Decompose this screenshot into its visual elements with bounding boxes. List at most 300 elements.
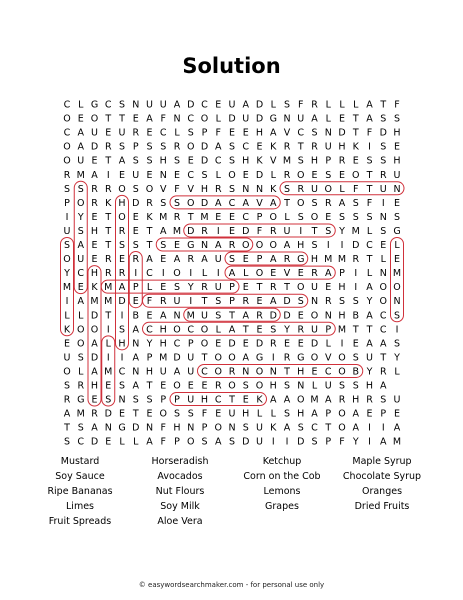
grid-letter[interactable]: L xyxy=(215,324,221,336)
grid-letter[interactable]: O xyxy=(324,183,332,195)
grid-letter[interactable]: A xyxy=(270,254,277,266)
grid-letter[interactable]: D xyxy=(187,225,195,237)
grid-letter[interactable]: L xyxy=(78,99,84,111)
grid-letter[interactable]: A xyxy=(366,113,373,125)
grid-letter[interactable]: G xyxy=(255,352,264,364)
grid-letter[interactable]: E xyxy=(77,282,84,294)
grid-letter[interactable]: P xyxy=(160,394,167,406)
grid-letter[interactable]: D xyxy=(310,338,319,350)
grid-letter[interactable]: A xyxy=(270,127,277,139)
grid-letter[interactable]: L xyxy=(394,240,400,251)
grid-letter[interactable]: P xyxy=(256,211,263,223)
grid-letter[interactable]: B xyxy=(352,366,360,378)
grid-letter[interactable]: C xyxy=(297,127,305,139)
grid-letter[interactable]: O xyxy=(63,113,71,125)
grid-letter[interactable]: V xyxy=(160,183,167,195)
grid-letter[interactable]: P xyxy=(201,127,208,139)
grid-letter[interactable]: U xyxy=(187,352,195,364)
grid-letter[interactable]: T xyxy=(325,422,332,434)
grid-letter[interactable]: S xyxy=(242,380,249,392)
grid-letter[interactable]: F xyxy=(366,197,373,209)
grid-letter[interactable]: I xyxy=(340,240,344,251)
grid-letter[interactable]: A xyxy=(242,99,249,111)
grid-letter[interactable]: H xyxy=(118,338,126,350)
grid-letter[interactable]: F xyxy=(339,436,345,448)
grid-letter[interactable]: T xyxy=(105,225,112,237)
grid-letter[interactable]: T xyxy=(146,240,153,251)
grid-letter[interactable]: I xyxy=(189,268,193,280)
grid-letter[interactable]: E xyxy=(187,155,194,167)
grid-letter[interactable]: O xyxy=(297,169,305,181)
grid-letter[interactable]: O xyxy=(63,254,71,266)
grid-letter[interactable]: D xyxy=(187,99,195,111)
grid-letter[interactable]: L xyxy=(119,436,125,448)
grid-letter[interactable]: D xyxy=(228,113,236,125)
grid-letter[interactable]: N xyxy=(187,422,195,434)
grid-letter[interactable]: I xyxy=(65,211,69,223)
grid-letter[interactable]: R xyxy=(104,268,112,280)
grid-letter[interactable]: A xyxy=(118,155,126,167)
grid-letter[interactable]: S xyxy=(63,240,71,251)
grid-letter[interactable]: O xyxy=(242,240,250,251)
grid-letter[interactable]: T xyxy=(284,282,290,294)
grid-letter[interactable]: S xyxy=(63,183,71,195)
grid-letter[interactable]: O xyxy=(77,197,85,209)
grid-letter[interactable]: A xyxy=(242,352,249,364)
grid-letter[interactable]: O xyxy=(297,197,305,209)
grid-letter[interactable]: R xyxy=(146,197,153,209)
grid-letter[interactable]: I xyxy=(106,324,110,336)
grid-letter[interactable]: N xyxy=(145,422,154,434)
grid-letter[interactable]: S xyxy=(297,422,304,434)
grid-letter[interactable]: S xyxy=(297,296,304,308)
grid-letter[interactable]: S xyxy=(173,155,181,167)
grid-letter[interactable]: C xyxy=(187,169,195,181)
grid-letter[interactable]: R xyxy=(214,183,222,195)
grid-letter[interactable]: U xyxy=(366,352,373,364)
grid-letter[interactable]: S xyxy=(352,352,359,364)
grid-letter[interactable]: T xyxy=(284,366,290,378)
grid-letter[interactable]: E xyxy=(215,211,222,223)
grid-letter[interactable]: S xyxy=(283,183,291,195)
grid-letter[interactable]: L xyxy=(353,99,359,111)
grid-letter[interactable]: U xyxy=(159,366,167,378)
grid-letter[interactable]: O xyxy=(63,141,71,153)
grid-letter[interactable]: T xyxy=(146,225,153,237)
grid-letter[interactable]: L xyxy=(78,366,84,378)
grid-letter[interactable]: F xyxy=(215,127,221,139)
grid-letter[interactable]: B xyxy=(132,310,140,322)
grid-letter[interactable]: R xyxy=(269,225,277,237)
grid-letter[interactable]: R xyxy=(201,225,208,237)
grid-letter[interactable]: U xyxy=(91,127,98,139)
grid-letter[interactable]: M xyxy=(282,155,292,167)
grid-letter[interactable]: E xyxy=(338,169,346,181)
grid-letter[interactable]: O xyxy=(187,436,195,448)
grid-letter[interactable]: E xyxy=(187,380,194,392)
grid-letter[interactable]: A xyxy=(242,197,249,209)
grid-letter[interactable]: Y xyxy=(77,211,84,223)
grid-letter[interactable]: L xyxy=(325,99,331,111)
grid-letter[interactable]: E xyxy=(201,380,208,392)
grid-letter[interactable]: C xyxy=(379,324,387,336)
grid-letter[interactable]: P xyxy=(174,436,180,448)
grid-letter[interactable]: I xyxy=(106,169,110,181)
grid-letter[interactable]: V xyxy=(283,268,291,280)
grid-letter[interactable]: O xyxy=(118,211,126,223)
grid-letter[interactable]: A xyxy=(91,422,98,434)
grid-letter[interactable]: S xyxy=(77,422,84,434)
grid-letter[interactable]: U xyxy=(132,169,140,181)
grid-letter[interactable]: C xyxy=(173,338,181,350)
grid-letter[interactable]: S xyxy=(393,310,401,322)
grid-letter[interactable]: P xyxy=(174,394,180,406)
grid-letter[interactable]: O xyxy=(255,240,264,251)
grid-letter[interactable]: A xyxy=(173,99,181,111)
grid-letter[interactable]: D xyxy=(200,197,209,209)
grid-letter[interactable]: H xyxy=(269,380,277,392)
grid-letter[interactable]: C xyxy=(118,366,126,378)
grid-letter[interactable]: O xyxy=(269,211,277,223)
grid-letter[interactable]: L xyxy=(366,225,373,237)
grid-letter[interactable]: K xyxy=(270,422,277,434)
grid-letter[interactable]: S xyxy=(173,197,181,209)
grid-letter[interactable]: L xyxy=(256,408,263,420)
grid-letter[interactable]: S xyxy=(63,380,71,392)
grid-letter[interactable]: S xyxy=(77,352,84,364)
grid-letter[interactable]: H xyxy=(145,366,154,378)
grid-letter[interactable]: M xyxy=(337,254,347,266)
grid-letter[interactable]: E xyxy=(132,211,139,223)
grid-letter[interactable]: A xyxy=(270,394,277,406)
grid-letter[interactable]: D xyxy=(283,310,291,322)
grid-letter[interactable]: H xyxy=(173,422,181,434)
grid-letter[interactable]: S xyxy=(270,324,277,336)
grid-letter[interactable]: U xyxy=(201,310,208,322)
grid-letter[interactable]: R xyxy=(91,408,98,420)
grid-letter[interactable]: D xyxy=(352,240,360,251)
grid-letter[interactable]: I xyxy=(368,436,371,448)
grid-letter[interactable]: D xyxy=(90,310,99,322)
grid-letter[interactable]: E xyxy=(63,338,71,350)
grid-letter[interactable]: C xyxy=(63,127,71,139)
grid-letter[interactable]: D xyxy=(242,436,250,448)
grid-letter[interactable]: L xyxy=(339,183,345,195)
grid-letter[interactable]: T xyxy=(380,352,387,364)
grid-letter[interactable]: D xyxy=(132,197,140,209)
grid-letter[interactable]: I xyxy=(134,268,138,280)
grid-letter[interactable]: U xyxy=(283,225,291,237)
grid-letter[interactable]: D xyxy=(104,408,112,420)
grid-letter[interactable]: L xyxy=(64,310,70,322)
grid-letter[interactable]: S xyxy=(160,240,167,251)
grid-letter[interactable]: S xyxy=(380,225,387,237)
grid-letter[interactable]: A xyxy=(77,240,84,251)
grid-letter[interactable]: S xyxy=(352,296,359,308)
grid-letter[interactable]: S xyxy=(283,99,291,111)
grid-letter[interactable]: L xyxy=(133,436,139,448)
grid-letter[interactable]: E xyxy=(77,113,84,125)
grid-letter[interactable]: R xyxy=(104,254,112,266)
grid-letter[interactable]: E xyxy=(228,211,236,223)
grid-letter[interactable]: L xyxy=(215,113,221,125)
grid-letter[interactable]: R xyxy=(324,197,332,209)
grid-letter[interactable]: U xyxy=(77,155,85,167)
grid-letter[interactable]: S xyxy=(118,141,126,153)
grid-letter[interactable]: O xyxy=(187,141,195,153)
grid-letter[interactable]: Y xyxy=(366,366,373,378)
grid-letter[interactable]: C xyxy=(63,99,71,111)
grid-letter[interactable]: S xyxy=(146,141,153,153)
grid-letter[interactable]: N xyxy=(255,183,264,195)
grid-letter[interactable]: U xyxy=(311,183,318,195)
grid-letter[interactable]: S xyxy=(63,436,71,448)
grid-letter[interactable]: A xyxy=(91,169,98,181)
grid-letter[interactable]: R xyxy=(214,380,222,392)
grid-letter[interactable]: O xyxy=(159,408,167,420)
grid-letter[interactable]: A xyxy=(215,240,222,251)
grid-letter[interactable]: A xyxy=(325,268,332,280)
grid-letter[interactable]: I xyxy=(106,352,110,364)
grid-letter[interactable]: O xyxy=(145,183,154,195)
grid-letter[interactable]: D xyxy=(132,422,140,434)
grid-letter[interactable]: Y xyxy=(352,436,359,448)
grid-letter[interactable]: S xyxy=(201,436,208,448)
grid-letter[interactable]: A xyxy=(160,225,167,237)
grid-letter[interactable]: E xyxy=(132,225,139,237)
grid-letter[interactable]: A xyxy=(366,338,373,350)
grid-letter[interactable]: H xyxy=(159,324,167,336)
grid-letter[interactable]: E xyxy=(160,254,167,266)
grid-letter[interactable]: U xyxy=(118,127,126,139)
grid-letter[interactable]: C xyxy=(146,268,153,280)
grid-letter[interactable]: U xyxy=(311,324,318,336)
grid-letter[interactable]: A xyxy=(380,380,387,392)
grid-letter[interactable]: C xyxy=(228,197,236,209)
grid-letter[interactable]: I xyxy=(189,296,193,308)
grid-letter[interactable]: U xyxy=(311,282,318,294)
grid-letter[interactable]: C xyxy=(214,394,222,406)
grid-letter[interactable]: S xyxy=(325,225,332,237)
grid-letter[interactable]: Y xyxy=(64,268,70,280)
grid-letter[interactable]: S xyxy=(366,211,373,223)
grid-letter[interactable]: H xyxy=(297,366,305,378)
grid-letter[interactable]: S xyxy=(77,183,84,195)
grid-letter[interactable]: S xyxy=(146,155,153,167)
grid-letter[interactable]: A xyxy=(215,197,222,209)
grid-letter[interactable]: D xyxy=(255,338,264,350)
grid-letter[interactable]: A xyxy=(63,408,71,420)
grid-letter[interactable]: L xyxy=(311,380,318,392)
grid-letter[interactable]: M xyxy=(337,324,347,336)
grid-letter[interactable]: N xyxy=(159,169,167,181)
grid-letter[interactable]: M xyxy=(186,310,195,322)
grid-letter[interactable]: M xyxy=(159,352,168,364)
grid-letter[interactable]: P xyxy=(201,422,208,434)
grid-letter[interactable]: U xyxy=(214,254,222,266)
grid-letter[interactable]: E xyxy=(242,169,249,181)
grid-letter[interactable]: E xyxy=(393,197,401,209)
grid-letter[interactable]: L xyxy=(325,338,331,350)
grid-letter[interactable]: P xyxy=(146,352,153,364)
grid-letter[interactable]: T xyxy=(366,324,373,336)
grid-letter[interactable]: O xyxy=(255,380,264,392)
grid-letter[interactable]: E xyxy=(160,282,167,294)
grid-letter[interactable]: S xyxy=(352,197,359,209)
grid-letter[interactable]: C xyxy=(324,366,332,378)
grid-letter[interactable]: E xyxy=(91,211,98,223)
grid-letter[interactable]: N xyxy=(242,183,250,195)
grid-letter[interactable]: R xyxy=(104,141,112,153)
grid-letter[interactable]: M xyxy=(90,296,99,308)
grid-letter[interactable]: T xyxy=(105,310,112,322)
grid-letter[interactable]: I xyxy=(354,268,358,280)
grid-letter[interactable]: O xyxy=(269,240,277,251)
grid-letter[interactable]: M xyxy=(351,225,360,237)
grid-letter[interactable]: E xyxy=(160,380,167,392)
grid-letter[interactable]: R xyxy=(379,366,387,378)
grid-letter[interactable]: T xyxy=(352,324,359,336)
grid-letter[interactable]: H xyxy=(118,197,126,209)
grid-letter[interactable]: M xyxy=(62,282,72,294)
grid-letter[interactable]: T xyxy=(256,282,263,294)
grid-letter[interactable]: R xyxy=(283,352,291,364)
grid-letter[interactable]: E xyxy=(105,380,112,392)
grid-letter[interactable]: O xyxy=(379,282,387,294)
grid-letter[interactable]: S xyxy=(283,380,291,392)
grid-letter[interactable]: R xyxy=(173,141,181,153)
grid-letter[interactable]: T xyxy=(352,127,359,139)
grid-letter[interactable]: E xyxy=(146,310,153,322)
grid-letter[interactable]: C xyxy=(242,141,250,153)
grid-letter[interactable]: R xyxy=(269,282,277,294)
grid-letter[interactable]: M xyxy=(392,436,402,448)
grid-letter[interactable]: Y xyxy=(366,296,373,308)
grid-letter[interactable]: K xyxy=(256,155,263,167)
grid-letter[interactable]: H xyxy=(393,155,401,167)
grid-letter[interactable]: S xyxy=(311,127,318,139)
grid-letter[interactable]: R xyxy=(242,296,250,308)
grid-letter[interactable]: S xyxy=(118,240,126,251)
grid-letter[interactable]: A xyxy=(91,366,98,378)
grid-letter[interactable]: A xyxy=(283,422,291,434)
grid-letter[interactable]: H xyxy=(338,141,346,153)
grid-letter[interactable]: O xyxy=(379,296,387,308)
grid-letter[interactable]: P xyxy=(229,296,235,308)
grid-letter[interactable]: H xyxy=(200,183,209,195)
grid-letter[interactable]: A xyxy=(132,380,139,392)
grid-letter[interactable]: R xyxy=(366,394,373,406)
grid-letter[interactable]: D xyxy=(118,296,126,308)
grid-letter[interactable]: O xyxy=(63,155,71,167)
grid-letter[interactable]: F xyxy=(256,225,263,237)
grid-letter[interactable]: K xyxy=(256,394,263,406)
grid-letter[interactable]: R xyxy=(91,197,98,209)
grid-letter[interactable]: C xyxy=(366,240,373,251)
grid-letter[interactable]: S xyxy=(173,408,181,420)
grid-letter[interactable]: E xyxy=(393,141,401,153)
grid-letter[interactable]: L xyxy=(78,310,84,322)
grid-letter[interactable]: O xyxy=(214,366,222,378)
grid-letter[interactable]: T xyxy=(229,310,235,322)
grid-letter[interactable]: V xyxy=(270,155,277,167)
grid-letter[interactable]: U xyxy=(146,99,153,111)
grid-letter[interactable]: S xyxy=(352,380,359,392)
grid-letter[interactable]: M xyxy=(76,408,85,420)
grid-letter[interactable]: E xyxy=(215,99,222,111)
grid-letter[interactable]: A xyxy=(283,394,291,406)
grid-letter[interactable]: H xyxy=(310,254,319,266)
grid-letter[interactable]: E xyxy=(338,113,346,125)
grid-letter[interactable]: R xyxy=(269,338,277,350)
grid-letter[interactable]: C xyxy=(242,211,250,223)
grid-letter[interactable]: S xyxy=(187,127,194,139)
grid-letter[interactable]: N xyxy=(104,422,112,434)
grid-letter[interactable]: K xyxy=(63,324,71,336)
grid-letter[interactable]: T xyxy=(146,380,153,392)
grid-letter[interactable]: S xyxy=(173,282,181,294)
grid-letter[interactable]: U xyxy=(242,113,250,125)
grid-letter[interactable]: U xyxy=(187,366,195,378)
grid-letter[interactable]: H xyxy=(338,282,346,294)
grid-letter[interactable]: E xyxy=(352,338,359,350)
grid-letter[interactable]: R xyxy=(256,310,263,322)
grid-letter[interactable]: E xyxy=(242,338,249,350)
grid-letter[interactable]: A xyxy=(270,296,277,308)
grid-letter[interactable]: M xyxy=(200,211,209,223)
grid-letter[interactable]: E xyxy=(256,296,263,308)
grid-letter[interactable]: R xyxy=(91,183,98,195)
grid-letter[interactable]: T xyxy=(201,296,208,308)
grid-letter[interactable]: F xyxy=(366,127,373,139)
grid-letter[interactable]: V xyxy=(187,183,194,195)
grid-letter[interactable]: R xyxy=(173,211,181,223)
grid-letter[interactable]: C xyxy=(379,310,387,322)
grid-letter[interactable]: Y xyxy=(284,324,290,336)
grid-letter[interactable]: A xyxy=(173,254,181,266)
grid-letter[interactable]: U xyxy=(324,141,332,153)
grid-letter[interactable]: I xyxy=(65,296,69,308)
grid-letter[interactable]: N xyxy=(173,113,181,125)
grid-letter[interactable]: C xyxy=(187,113,195,125)
grid-letter[interactable]: U xyxy=(228,99,236,111)
grid-letter[interactable]: R xyxy=(104,183,112,195)
grid-letter[interactable]: P xyxy=(325,324,332,336)
grid-letter[interactable]: B xyxy=(352,310,360,322)
grid-letter[interactable]: M xyxy=(172,225,182,237)
grid-letter[interactable]: E xyxy=(242,282,249,294)
grid-letter[interactable]: N xyxy=(200,240,209,251)
grid-letter[interactable]: S xyxy=(297,155,304,167)
grid-letter[interactable]: R xyxy=(201,282,208,294)
grid-letter[interactable]: E xyxy=(146,127,153,139)
grid-letter[interactable]: T xyxy=(242,324,249,336)
grid-letter[interactable]: D xyxy=(255,169,264,181)
grid-letter[interactable]: A xyxy=(132,352,139,364)
grid-letter[interactable]: O xyxy=(255,268,264,280)
grid-letter[interactable]: S xyxy=(352,211,359,223)
grid-letter[interactable]: U xyxy=(379,183,387,195)
grid-letter[interactable]: D xyxy=(379,127,387,139)
grid-letter[interactable]: K xyxy=(105,197,112,209)
grid-letter[interactable]: S xyxy=(132,394,139,406)
grid-letter[interactable]: A xyxy=(77,127,84,139)
grid-letter[interactable]: V xyxy=(283,127,291,139)
grid-letter[interactable]: S xyxy=(201,169,208,181)
grid-letter[interactable]: O xyxy=(200,113,209,125)
grid-letter[interactable]: S xyxy=(77,225,84,237)
grid-letter[interactable]: D xyxy=(242,225,250,237)
